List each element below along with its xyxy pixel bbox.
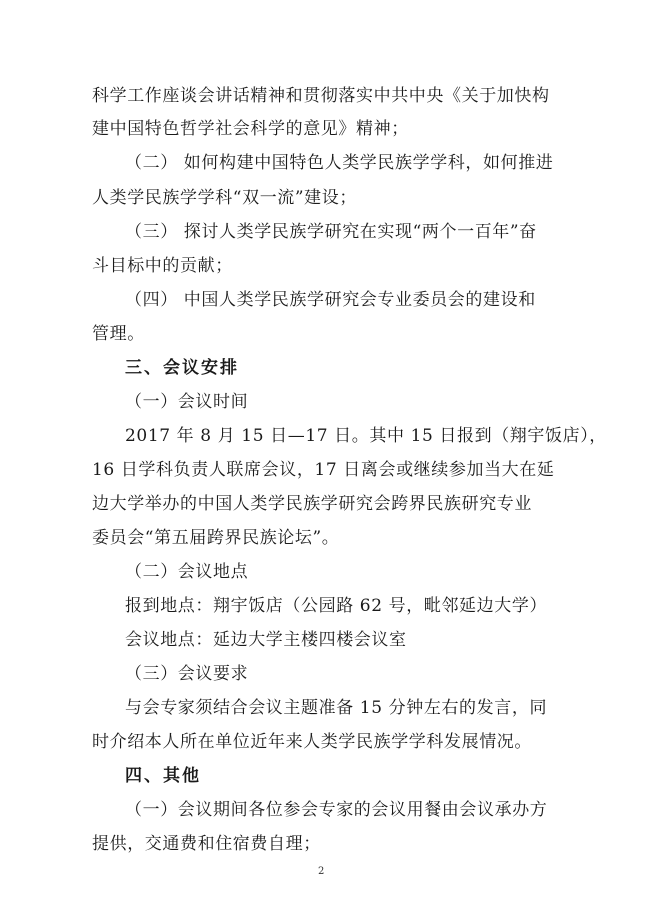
- paragraph-line: 建中国特色哲学社会科学的意见》精神；: [92, 119, 409, 139]
- paragraph-line: 委员会“第五届跨界民族论坛”。: [92, 528, 340, 548]
- registration-location: 报到地点：翔宇饭店（公园路 62 号，毗邻延边大学）: [125, 596, 548, 616]
- page-number: 2: [318, 866, 325, 877]
- paragraph-line: 16 日学科负责人联席会议，17 日离会或继续参加当大在延: [92, 460, 555, 480]
- section-heading-4: 四、其他: [125, 766, 201, 786]
- paragraph-line: 提供，交通费和住宿费自理；: [92, 834, 321, 854]
- list-item-3: （三） 探讨人类学民族学研究在实现“两个一百年”奋: [125, 222, 537, 242]
- subsection-heading: （一）会议时间: [125, 392, 249, 412]
- paragraph-line: 2017 年 8 月 15 日—17 日。其中 15 日报到（翔宇饭店），: [125, 426, 607, 446]
- paragraph-line: 人类学民族学学科“双一流”建设；: [92, 188, 357, 208]
- paragraph-line: 斗目标中的贡献；: [92, 256, 233, 276]
- paragraph-line: 科学工作座谈会讲话精神和贯彻落实中共中央《关于加快构: [92, 86, 550, 106]
- paragraph-line: 与会专家须结合会议主题准备 15 分钟左右的发言，同: [125, 698, 548, 718]
- list-item-2: （二） 如何构建中国特色人类学民族学学科，如何推进: [125, 153, 554, 173]
- subsection-heading: （二）会议地点: [125, 562, 249, 582]
- paragraph-line: （一）会议期间各位参会专家的会议用餐由会议承办方: [125, 800, 548, 820]
- paragraph-line: 时介绍本人所在单位近年来人类学民族学学科发展情况。: [92, 732, 532, 752]
- paragraph-line: 管理。: [92, 324, 145, 344]
- subsection-heading: （三）会议要求: [125, 664, 249, 684]
- meeting-location: 会议地点：延边大学主楼四楼会议室: [125, 630, 407, 650]
- paragraph-line: 边大学举办的中国人类学民族学研究会跨界民族研究专业: [92, 494, 532, 514]
- list-item-4: （四） 中国人类学民族学研究会专业委员会的建设和: [125, 290, 536, 310]
- section-heading-3: 三、会议安排: [125, 358, 239, 378]
